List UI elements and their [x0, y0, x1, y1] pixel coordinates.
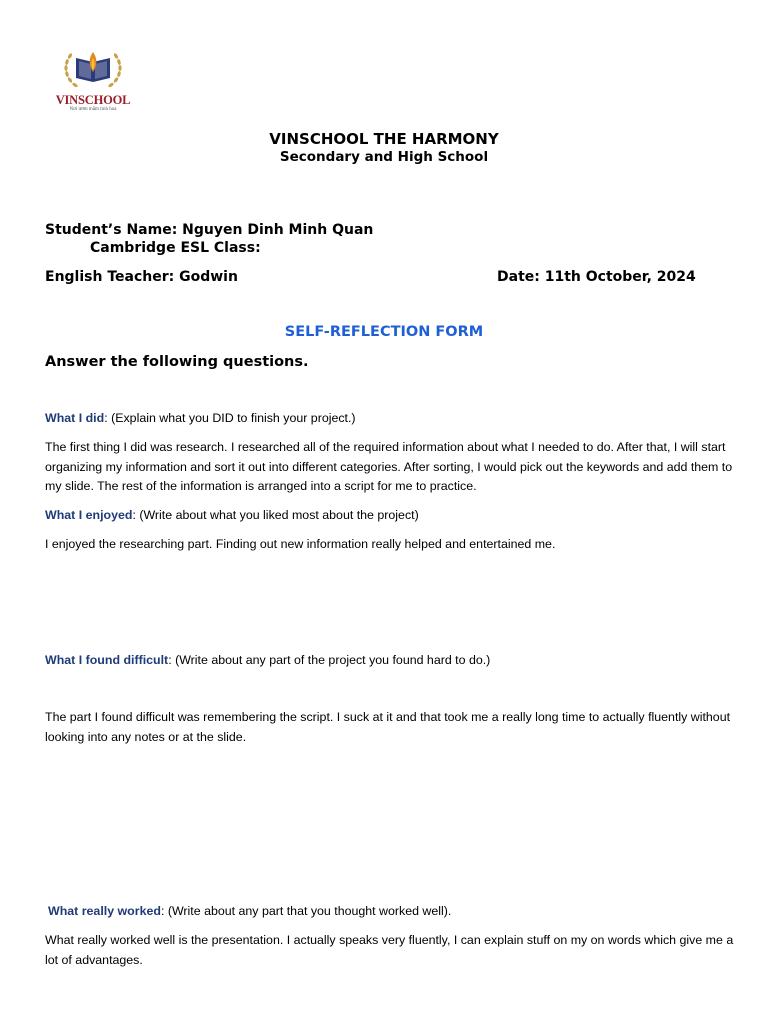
- logo-slogan: Nơi ươm mầm tinh hoa: [69, 107, 117, 112]
- logo-name: VINSCHOOL: [55, 93, 131, 107]
- date-line: Date: 11th October, 2024: [497, 269, 696, 285]
- logo-emblem-icon: [50, 44, 136, 94]
- answer-what-i-enjoyed: I enjoyed the researching part. Finding out new information really helped and entertained me.: [45, 537, 556, 551]
- vinschool-logo: [50, 44, 136, 116]
- question-what-i-enjoyed: [45, 506, 419, 526]
- question-prompt: : (Write about any part that you thought worked well).: [160, 904, 452, 918]
- answer-what-i-found-difficult: The part I found difficult was remembering the script. I suck at it and that took me a really long time to actually fluently without looking into any notes or at the slide.: [45, 710, 731, 744]
- question-what-i-did: [45, 409, 356, 429]
- school-name: VINSCHOOL THE HARMONY: [269, 130, 499, 148]
- question-what-really-worked: [48, 902, 451, 922]
- student-name-line: Student’s Name: Nguyen Dinh Minh Quan: [45, 222, 374, 238]
- school-subtitle: Secondary and High School: [279, 149, 489, 165]
- question-label: What really worked: [48, 904, 161, 918]
- teacher-line: English Teacher: Godwin: [45, 269, 238, 285]
- instruction: Answer the following questions.: [45, 354, 309, 370]
- question-what-i-found-difficult: [45, 651, 490, 671]
- answer-what-really-worked: What really worked well is the presentation. I actually speaks very fluently, I can explain stuff on my on words which give me a lot of advantages.: [45, 933, 734, 967]
- question-prompt: : (Explain what you DID to finish your project.): [104, 411, 356, 425]
- class-line: Cambridge ESL Class:: [90, 240, 261, 256]
- question-prompt: : (Write about what you liked most about the project): [132, 508, 419, 522]
- question-label: What I did: [45, 411, 105, 425]
- question-label: What I found difficult: [45, 653, 169, 667]
- answer-what-i-did: The first thing I did was research. I researched all of the required information about what I needed to do. After that, I will start organizing my information and sort it out into different categories. After sorting, I would pick out the keywords and add them to my slide. The rest of the information is arranged into a script for me to practice.: [45, 440, 733, 493]
- question-label: What I enjoyed: [45, 508, 133, 522]
- question-prompt: : (Write about any part of the project you found hard to do.): [168, 653, 491, 667]
- form-title: SELF-REFLECTION FORM: [284, 324, 484, 340]
